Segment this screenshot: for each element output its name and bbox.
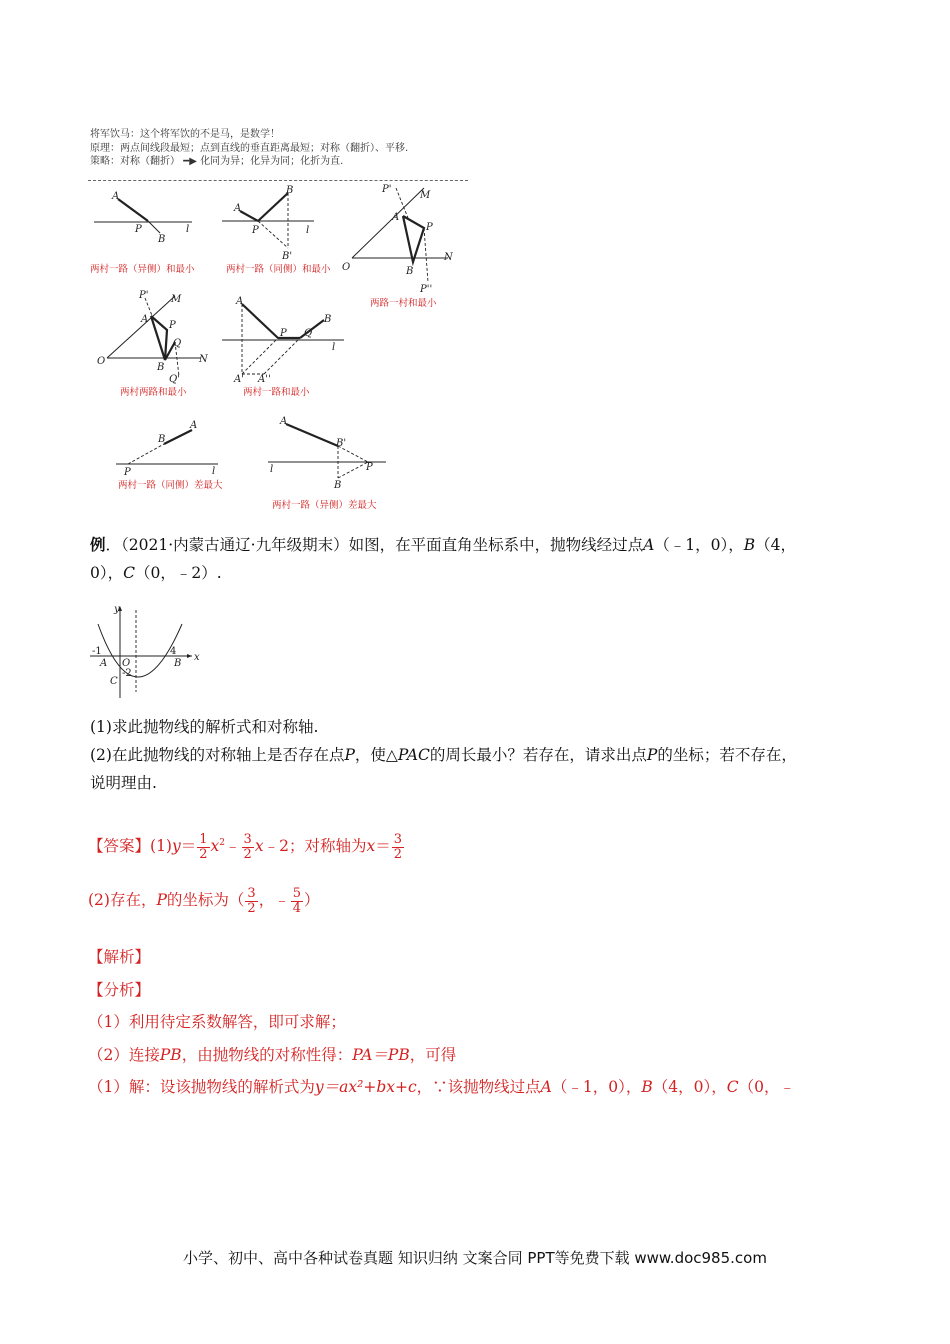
coord-C: （0，﹣2）.: [135, 564, 222, 582]
a1-x2: x: [210, 837, 220, 856]
label-O: O: [342, 262, 351, 273]
a1-eq: ＝: [180, 837, 197, 856]
intro-line-3-b: 化同为异；化异为同；化折为直.: [200, 156, 344, 167]
f4-num: 3: [247, 885, 256, 901]
s3-eq: y＝ax²+bx+c: [314, 1078, 417, 1096]
label-Q-prime: Q': [169, 374, 180, 385]
label-B: B: [406, 266, 414, 277]
label-P: P: [366, 462, 373, 473]
analysis-fenxi: 【分析】: [88, 980, 151, 999]
label-N: N: [444, 252, 453, 263]
question-2: [90, 741, 870, 769]
q2-c: 的周长最小？若存在，请求出点: [429, 746, 647, 764]
s2-a: （2）连接: [88, 1045, 160, 1064]
q2-PAC: PAC: [397, 746, 430, 764]
label-A: A: [100, 658, 108, 669]
a2-P: P: [156, 891, 167, 909]
label-B: B: [157, 362, 165, 373]
label-P-double-prime: P'': [420, 284, 433, 292]
f5-den: 4: [292, 900, 301, 916]
label-B-prime: B': [282, 251, 293, 262]
a1-tail: ﹣2；对称轴为: [263, 837, 367, 856]
figure-1: [88, 185, 203, 245]
figure-5-caption: 两村一路和最小: [243, 387, 310, 398]
label-N: N: [199, 354, 208, 365]
intro-line-2: 原理：两点间线段最短；点到直线的垂直距离最短；对称（翻折）、平移.: [90, 142, 409, 154]
a2-mid: 的坐标为（: [166, 891, 245, 909]
analysis: [88, 941, 878, 1104]
s3-A: A: [540, 1078, 552, 1096]
answer-line-2: [88, 886, 868, 916]
label-Q: Q: [173, 338, 182, 349]
figure-5: [220, 292, 350, 384]
s3-c: （﹣1，0），: [551, 1078, 642, 1096]
point-B: B: [743, 536, 756, 554]
label-P: P: [252, 225, 259, 236]
label-M: M: [420, 190, 431, 201]
label-B: B: [174, 658, 182, 669]
label-P-prime: P': [382, 184, 392, 195]
label-y: y: [114, 604, 120, 615]
label-P: P: [280, 328, 287, 339]
a1-x3: x: [366, 837, 376, 856]
figure-6: [108, 418, 228, 476]
s3-B: B: [641, 1078, 653, 1096]
label-M: M: [171, 294, 182, 305]
label-P: P: [135, 224, 142, 235]
a1-sup: 2: [219, 838, 226, 848]
a1-x: x: [254, 837, 264, 856]
figure-7: [262, 414, 392, 494]
label-B: B: [158, 434, 166, 445]
s3-d: （4，0），: [652, 1078, 727, 1096]
coord-B-2: 0），: [90, 564, 124, 582]
label-x: x: [194, 652, 200, 663]
f3-den: 2: [393, 846, 402, 862]
a1-minus: ﹣: [225, 837, 241, 856]
label-l: l: [186, 224, 190, 235]
fraction-3: [392, 833, 404, 862]
example-text: ．（2021·内蒙古通辽·九年级期末）如图，在平面直角坐标系中，抛物线经过点: [105, 536, 644, 554]
figure-6-caption: 两村一路（同侧）差最大: [118, 480, 223, 491]
figure-3: [340, 182, 465, 292]
s2-eq: PA＝PB: [352, 1045, 410, 1064]
example-head: 例: [90, 535, 106, 554]
label-A: A: [236, 296, 244, 307]
q2-a: (2)在此抛物线的对称轴上是否存在点: [90, 746, 345, 764]
a2-close: ）: [304, 891, 320, 909]
fraction-4: [245, 887, 257, 916]
figure-1-caption: 两村一路（异侧）和最小: [90, 264, 195, 275]
label-A: A: [190, 420, 198, 431]
label-minus-2: -2: [122, 668, 132, 679]
s3-a: （1）解：设该抛物线的解析式为: [88, 1078, 315, 1096]
label-l: l: [332, 342, 336, 353]
s2-b: ，由抛物线的对称性得：: [181, 1045, 353, 1064]
s3-C: C: [726, 1078, 739, 1096]
divider: [88, 180, 468, 181]
label-P: P: [124, 467, 131, 476]
figure-7-caption: 两村一路（异侧）差最大: [272, 500, 377, 511]
f2-den: 2: [243, 846, 252, 862]
f2-num: 3: [243, 831, 252, 847]
label-P: P: [169, 320, 176, 331]
label-B: B: [334, 480, 342, 491]
label-minus-1: -1: [92, 646, 102, 657]
point-A: A: [643, 536, 655, 554]
s3-e: （0，﹣: [738, 1078, 795, 1096]
label-A: A: [234, 203, 242, 214]
figure-2: [218, 183, 328, 263]
label-A-double-prime: A'': [258, 374, 271, 384]
analysis-step-3: [88, 1071, 878, 1104]
s2-c: ，可得: [409, 1045, 457, 1064]
coord-A: （﹣1，0），: [654, 536, 744, 554]
a1-y: y: [171, 837, 181, 856]
label-C: C: [110, 676, 118, 687]
f1-num: 1: [199, 831, 208, 847]
q2-P: P: [344, 746, 355, 764]
answer-tag: 【答案】: [88, 837, 151, 856]
parabola-graph: [86, 602, 206, 702]
question-2-cont: 说明理由.: [90, 774, 157, 792]
question-1: (1)求此抛物线的解析式和对称轴.: [90, 718, 319, 736]
f3-num: 3: [393, 831, 402, 847]
label-B: B: [286, 185, 294, 196]
a1-prefix: (1): [150, 837, 172, 856]
q2-d: 的坐标；若不存在，: [657, 746, 797, 764]
questions: [90, 713, 870, 797]
f1-den: 2: [199, 846, 208, 862]
label-P-prime: P': [139, 290, 149, 301]
label-O: O: [97, 356, 106, 367]
label-A: A: [141, 314, 149, 325]
figure-4-caption: 两村两路和最小: [120, 387, 187, 398]
label-A-prime: A': [234, 374, 244, 384]
label-4: 4: [170, 646, 177, 657]
arrow-right-icon: ━▶: [183, 156, 197, 167]
label-A: A: [392, 212, 400, 223]
analysis-step-1: （1）利用待定系数解答，即可求解；: [88, 1013, 346, 1031]
q2-b: ，使△: [354, 746, 398, 764]
fraction-1: [197, 833, 209, 862]
answer-line-1: [88, 829, 868, 862]
point-C: C: [123, 564, 135, 582]
label-P: P: [426, 222, 433, 233]
label-l: l: [270, 464, 274, 475]
label-O: O: [122, 658, 131, 669]
label-A: A: [112, 191, 120, 202]
label-Q: Q: [304, 328, 313, 339]
f4-den: 2: [247, 900, 256, 916]
label-B: B: [324, 314, 332, 325]
label-l: l: [212, 466, 216, 476]
intro-line-1: 将军饮马：这个将军饮的不是马，是数学！: [90, 129, 280, 140]
fraction-5: [291, 887, 303, 916]
figure-4: [95, 290, 213, 385]
coord-B-1: （4，: [755, 536, 797, 554]
analysis-jiexi: 【解析】: [88, 948, 151, 966]
figure-3-caption: 两路一村和最小: [370, 298, 437, 309]
f5-num: 5: [292, 885, 301, 901]
label-B-prime: B': [336, 438, 347, 449]
q2-P2: P: [646, 746, 658, 764]
intro-line-3-a: 策略：对称（翻折）: [90, 156, 180, 167]
label-A: A: [280, 416, 288, 427]
example-problem: [90, 531, 870, 587]
figure-2-caption: 两村一路（同侧）和最小: [226, 264, 331, 275]
a2-prefix: (2)存在，: [88, 891, 157, 909]
s3-b: ，∵该抛物线过点: [416, 1078, 541, 1096]
intro-block: [90, 128, 408, 169]
label-B: B: [158, 234, 166, 245]
a2-sep: ，﹣: [258, 891, 290, 909]
label-l: l: [306, 225, 310, 236]
s2-PB: PB: [159, 1045, 182, 1064]
page-footer: 小学、初中、高中各种试卷真题 知识归纳 文案合同 PPT等免费下载 www.doc985.com: [183, 1249, 767, 1267]
intro-line-3: [90, 155, 408, 169]
analysis-step-2: [88, 1039, 878, 1072]
a1-eq2: ＝: [375, 837, 391, 856]
fraction-2: [242, 833, 254, 862]
